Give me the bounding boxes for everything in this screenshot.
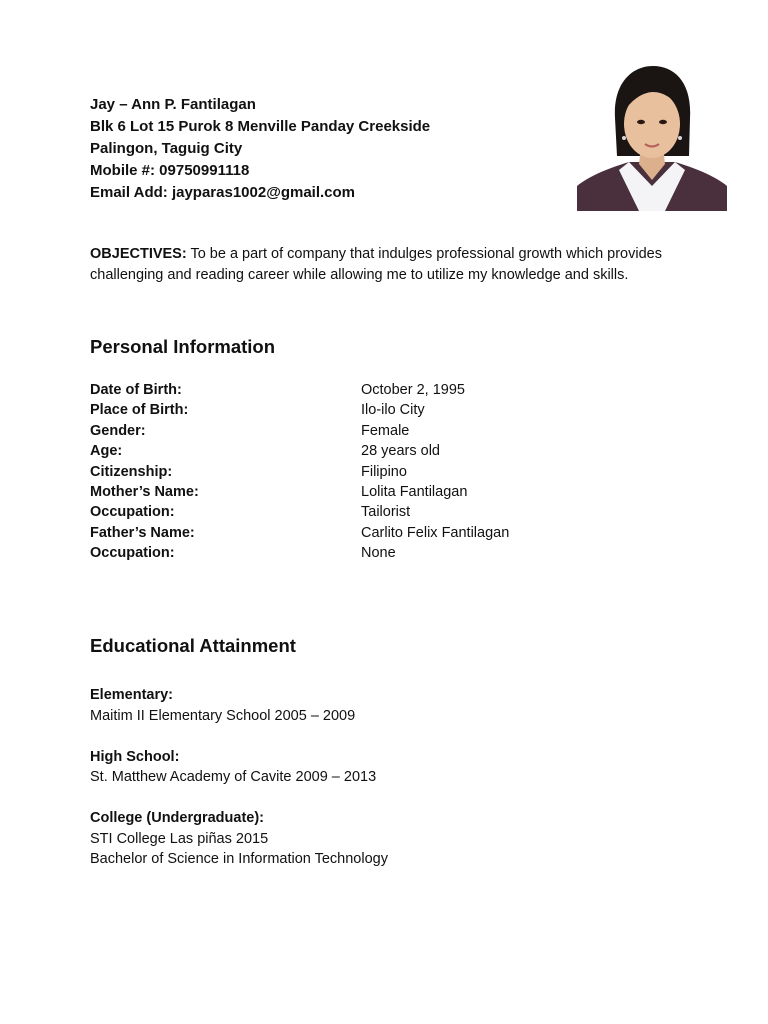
info-row-mothers-occupation (90, 502, 509, 522)
info-row-mothers-name (90, 482, 509, 502)
info-label: Age: (90, 443, 123, 460)
education-entry-high-school (90, 747, 388, 788)
info-label: Citizenship: (90, 463, 173, 480)
education-list (90, 685, 388, 890)
info-row-citizenship (90, 462, 509, 482)
info-row-fathers-occupation (90, 543, 509, 563)
school-line: St. Matthew Academy of Cavite 2009 – 2013 (90, 769, 377, 785)
portrait-image (577, 58, 727, 211)
info-value: 28 years old (361, 443, 440, 460)
info-label: Place of Birth: (90, 402, 189, 419)
info-label: Father’s Name: (90, 524, 195, 541)
info-label: Occupation: (90, 504, 175, 521)
info-row-gender (90, 421, 509, 441)
mobile-number: Mobile #: 09750991118 (90, 162, 250, 179)
education-level: College (Undergraduate): (90, 810, 265, 826)
education-entry-college (90, 808, 388, 870)
education-entry-elementary (90, 685, 388, 726)
info-label: Occupation: (90, 545, 175, 562)
objectives-text: To be a part of company that indulges professional growth which provides challenging and reading career while allowing me to utilize my knowledge and skills. (90, 246, 662, 283)
personal-information-heading: Personal Information (90, 336, 276, 357)
school-line: STI College Las piñas 2015 (90, 830, 269, 847)
info-value: Female (361, 422, 410, 439)
info-row-date-of-birth (90, 380, 509, 400)
info-value: Filipino (361, 463, 407, 480)
info-value: Lolita Fantilagan (361, 483, 468, 500)
school-line: Maitim II Elementary School 2005 – 2009 (90, 707, 356, 724)
email-address: Email Add: jayparas1002@gmail.com (90, 184, 356, 201)
contact-header (90, 94, 430, 204)
applicant-photo (577, 58, 727, 211)
objectives-label: OBJECTIVES: (90, 246, 187, 262)
education-level: High School: (90, 748, 180, 765)
info-value: None (361, 545, 396, 562)
info-label: Date of Birth: (90, 382, 182, 398)
info-label: Mother’s Name: (90, 483, 199, 500)
education-level: Elementary: (90, 687, 174, 703)
info-value: Ilo-ilo City (361, 402, 425, 419)
objectives-paragraph (90, 244, 700, 286)
address-line-2: Palingon, Taguig City (90, 140, 243, 157)
applicant-name: Jay – Ann P. Fantilagan (90, 96, 256, 113)
info-label: Gender: (90, 422, 146, 439)
info-value: October 2, 1995 (361, 382, 465, 398)
address-line-1: Blk 6 Lot 15 Purok 8 Menville Panday Creekside (90, 118, 431, 135)
personal-information-table (90, 380, 509, 564)
info-row-place-of-birth (90, 400, 509, 420)
degree-line: Bachelor of Science in Information Technology (90, 851, 388, 867)
info-row-fathers-name (90, 523, 509, 543)
educational-attainment-heading: Educational Attainment (90, 635, 296, 656)
info-row-age (90, 441, 509, 461)
info-value: Carlito Felix Fantilagan (361, 524, 510, 541)
info-value: Tailorist (361, 504, 411, 521)
